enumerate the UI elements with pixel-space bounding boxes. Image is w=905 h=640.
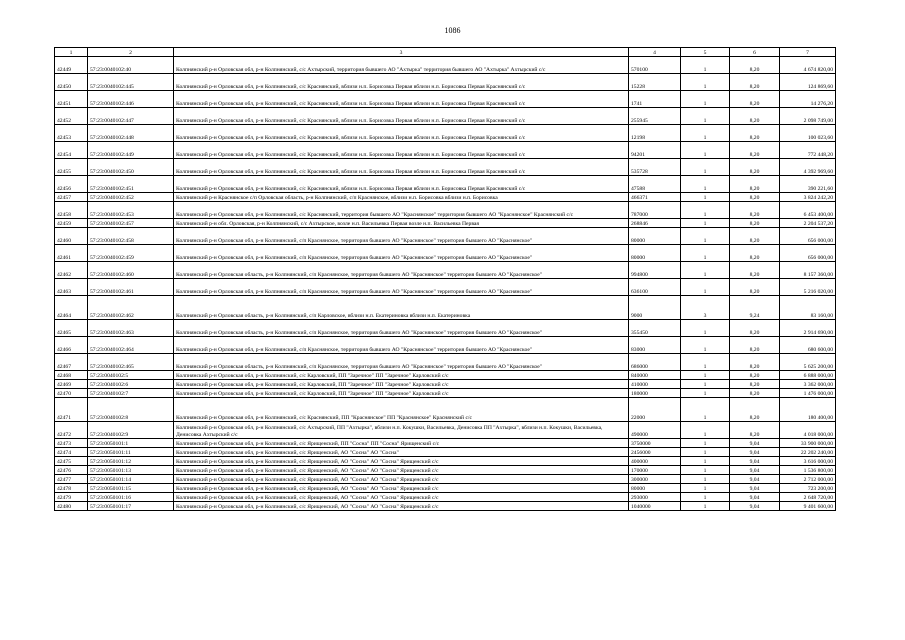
area-value: 300000 bbox=[629, 475, 681, 484]
row-number: 42473 bbox=[55, 439, 88, 448]
rate-value: 8,20 bbox=[730, 74, 780, 91]
cadastral-number: 57:23:0040102:9 bbox=[88, 422, 174, 439]
cost-value: 100 023,60 bbox=[780, 125, 836, 142]
category-value: 1 bbox=[681, 142, 730, 159]
cost-value: 4 674 820,00 bbox=[780, 57, 836, 74]
table-row bbox=[55, 262, 836, 279]
category-value: 1 bbox=[681, 466, 730, 475]
area-value: 490000 bbox=[629, 422, 681, 439]
cost-value: 1 476 000,00 bbox=[780, 389, 836, 398]
location-description: Колпнянский р-н Орловская обл, р-н Колпнянский, с/с Ахтырский, ПП "Ахтырка", вблизи н.п. Кокушки, Васильевка, Денисовка ПП "Ахтырка", вблизи н.п. Кокушки, Васильевка, Денисовка Ахтырский с/с bbox=[174, 422, 629, 439]
table-row bbox=[55, 380, 836, 389]
category-value: 1 bbox=[681, 457, 730, 466]
table-row bbox=[55, 159, 836, 176]
row-number: 42467 bbox=[55, 354, 88, 371]
category-value: 1 bbox=[681, 502, 730, 511]
category-value: 1 bbox=[681, 279, 730, 296]
cadastral-number: 57:23:0040102:459 bbox=[88, 245, 174, 262]
rate-value: 8,20 bbox=[730, 219, 780, 228]
area-value: 180000 bbox=[629, 389, 681, 398]
row-number: 42466 bbox=[55, 337, 88, 354]
category-value: 1 bbox=[681, 439, 730, 448]
location-description: Колпнянский р-н Орловская обл, р-н Колпнянский, с/с Краснянский, вблизи н.п. Борисовка Первая вблизи н.п. Борисовка Первая Краснянский с/с bbox=[174, 108, 629, 125]
category-value: 1 bbox=[681, 245, 730, 262]
area-value: 255945 bbox=[629, 108, 681, 125]
location-description: Колпнянский р-н Орловская обл, р-н Колпнянский, с/с Краснянский, ПП "Краснянское" ПП "Краснянское" Краснянский с/с bbox=[174, 398, 629, 422]
location-description: Колпнянский р-н Орловская область, р-н Колпнянский, с/п Краснянское, территория бывшего АО "Краснянское" территория бывшего АО "Краснянское" bbox=[174, 262, 629, 279]
category-value: 1 bbox=[681, 371, 730, 380]
location-description: Колпнянский р-н Орловская обл, р-н Колпнянский, с/с Ярищенский, АО "Сосна" АО "Сосна" Ярищенский с/с bbox=[174, 493, 629, 502]
category-value: 1 bbox=[681, 493, 730, 502]
table-row bbox=[55, 448, 836, 457]
rate-value: 8,20 bbox=[730, 398, 780, 422]
cadastral-number: 57:23:0040102:453 bbox=[88, 202, 174, 219]
location-description: Колпнянский р-н Орловская обл, р-н Колпнянский, с/п Краснянское, территория бывшего АО "Краснянское" территория бывшего АО "Краснянское" bbox=[174, 337, 629, 354]
location-description: Колпнянский р-н Краснянское с/п Орловская область, р-н Колпнянский, с/п Краснянское, вблизи н.п. Борисовка вблизи н.п. Борисовка bbox=[174, 193, 629, 202]
table-row bbox=[55, 296, 836, 320]
table-row bbox=[55, 74, 836, 91]
row-number: 42459 bbox=[55, 219, 88, 228]
cadastral-number: 57:23:0040102:445 bbox=[88, 74, 174, 91]
cost-value: 656 000,00 bbox=[780, 228, 836, 245]
cost-value: 3 362 000,00 bbox=[780, 380, 836, 389]
category-value: 1 bbox=[681, 448, 730, 457]
rate-value: 8,20 bbox=[730, 262, 780, 279]
cost-value: 6 453 400,00 bbox=[780, 202, 836, 219]
column-header: 7 bbox=[780, 48, 836, 57]
area-value: 570100 bbox=[629, 57, 681, 74]
location-description: Колпнянский р-н Орловская обл, р-н Колпнянский, с/с Ярищенский, ПП "Сосна" ПП "Сосна" Ярищенский с/с bbox=[174, 439, 629, 448]
row-number: 42470 bbox=[55, 389, 88, 398]
rate-value: 8,20 bbox=[730, 245, 780, 262]
cadastral-number: 57:23:0050101:15 bbox=[88, 484, 174, 493]
area-value: 9000 bbox=[629, 296, 681, 320]
row-number: 42468 bbox=[55, 371, 88, 380]
cadastral-number: 57:23:0040102:448 bbox=[88, 125, 174, 142]
row-number: 42454 bbox=[55, 142, 88, 159]
table-row bbox=[55, 389, 836, 398]
area-value: 1741 bbox=[629, 91, 681, 108]
location-description: Колпнянский р-н Орловская обл, р-н Колпнянский, с/с Ярищенский, АО "Сосна" АО "Сосна" Ярищенский с/с bbox=[174, 502, 629, 511]
cadastral-number: 57:23:0040102:7 bbox=[88, 389, 174, 398]
table-row bbox=[55, 484, 836, 493]
cost-value: 680 600,00 bbox=[780, 337, 836, 354]
cadastral-number: 57:23:0040102:463 bbox=[88, 320, 174, 337]
cost-value: 772 448,20 bbox=[780, 142, 836, 159]
rate-value: 8,20 bbox=[730, 57, 780, 74]
category-value: 1 bbox=[681, 193, 730, 202]
table-row bbox=[55, 457, 836, 466]
cadastral-number: 57:23:0040102:460 bbox=[88, 262, 174, 279]
cost-value: 180 400,00 bbox=[780, 398, 836, 422]
rate-value: 9,04 bbox=[730, 493, 780, 502]
category-value: 1 bbox=[681, 74, 730, 91]
row-number: 42453 bbox=[55, 125, 88, 142]
column-header: 2 bbox=[88, 48, 174, 57]
table-row bbox=[55, 91, 836, 108]
cadastral-number: 57:23:0040102:465 bbox=[88, 354, 174, 371]
table-row bbox=[55, 176, 836, 193]
rate-value: 9,04 bbox=[730, 484, 780, 493]
table-body bbox=[55, 57, 836, 511]
column-header: 5 bbox=[681, 48, 730, 57]
category-value: 1 bbox=[681, 354, 730, 371]
area-value: 840000 bbox=[629, 371, 681, 380]
cadastral-number: 57:23:0050101:17 bbox=[88, 502, 174, 511]
cost-value: 2 648 720,00 bbox=[780, 493, 836, 502]
area-value: 80000 bbox=[629, 484, 681, 493]
row-number: 42450 bbox=[55, 74, 88, 91]
cost-value: 390 221,60 bbox=[780, 176, 836, 193]
rate-value: 8,20 bbox=[730, 320, 780, 337]
column-header: 4 bbox=[629, 48, 681, 57]
area-value: 994800 bbox=[629, 262, 681, 279]
location-description: Колпнянский р-н Орловская обл, р-н Колпнянский, с/п Краснянское, территория бывшего АО "Краснянское" территория бывшего АО "Краснянское" bbox=[174, 228, 629, 245]
location-description: Колпнянский р-н Орловская обл, р-н Колпнянский, с/с Краснянский, вблизи н.п. Борисовка Первая вблизи н.п. Борисовка Первая Краснянский с/с bbox=[174, 159, 629, 176]
category-value: 1 bbox=[681, 57, 730, 74]
category-value: 1 bbox=[681, 262, 730, 279]
table-row bbox=[55, 502, 836, 511]
location-description: Колпнянский р-н Орловская обл, р-н Колпнянский, с/с Ярищенский, АО "Сосна" АО "Сосна" bbox=[174, 448, 629, 457]
location-description: Колпнянский р-н Орловская обл, р-н Колпнянский, с/с Ярищенский, АО "Сосна" АО "Сосна" Ярищенский с/с bbox=[174, 475, 629, 484]
location-description: Колпнянский р-н Орловская обл, р-н Колпнянский, с/с Карловский, ПП "Заречное" ПП "Заречное" Карловский с/с bbox=[174, 389, 629, 398]
land-parcel-table bbox=[54, 47, 836, 511]
row-number: 42465 bbox=[55, 320, 88, 337]
table-row bbox=[55, 245, 836, 262]
cadastral-number: 57:23:0040102:449 bbox=[88, 142, 174, 159]
cost-value: 2 098 749,00 bbox=[780, 108, 836, 125]
location-description: Колпнянский р-н Орловская обл, р-н Колпнянский, с/с Краснянский, вблизи н.п. Борисовка Первая вблизи н.п. Борисовка Первая Краснянский с/с bbox=[174, 142, 629, 159]
cost-value: 8 157 360,00 bbox=[780, 262, 836, 279]
cadastral-number: 57:23:0050101:14 bbox=[88, 475, 174, 484]
table-row bbox=[55, 371, 836, 380]
rate-value: 8,20 bbox=[730, 91, 780, 108]
rate-value: 9,04 bbox=[730, 448, 780, 457]
category-value: 1 bbox=[681, 422, 730, 439]
cost-value: 83 160,00 bbox=[780, 296, 836, 320]
category-value: 3 bbox=[681, 296, 730, 320]
page-number: 1086 bbox=[444, 26, 461, 35]
category-value: 1 bbox=[681, 389, 730, 398]
area-value: 268846 bbox=[629, 219, 681, 228]
cost-value: 6 888 000,00 bbox=[780, 371, 836, 380]
area-value: 293000 bbox=[629, 493, 681, 502]
category-value: 1 bbox=[681, 484, 730, 493]
table-row bbox=[55, 142, 836, 159]
cadastral-number: 57:23:0040102:451 bbox=[88, 176, 174, 193]
area-value: 12198 bbox=[629, 125, 681, 142]
table-row bbox=[55, 439, 836, 448]
area-value: 1040000 bbox=[629, 502, 681, 511]
row-number: 42458 bbox=[55, 202, 88, 219]
area-value: 2456000 bbox=[629, 448, 681, 457]
cost-value: 723 200,00 bbox=[780, 484, 836, 493]
location-description: Колпнянский р-н Орловская обл, р-н Колпнянский, с/с Краснянский, территория бывшего АО "Краснянское" территория бывшего АО "Краснянское" Краснянский с/с bbox=[174, 202, 629, 219]
category-value: 1 bbox=[681, 337, 730, 354]
cost-value: 3 824 242,20 bbox=[780, 193, 836, 202]
row-number: 42477 bbox=[55, 475, 88, 484]
category-value: 1 bbox=[681, 219, 730, 228]
cost-value: 4 018 000,00 bbox=[780, 422, 836, 439]
area-value: 83000 bbox=[629, 337, 681, 354]
cost-value: 4 392 969,60 bbox=[780, 159, 836, 176]
cadastral-number: 57:23:0040102:457 bbox=[88, 219, 174, 228]
rate-value: 8,20 bbox=[730, 279, 780, 296]
location-description: Колпнянский р-н Орловская обл, р-н Колпнянский, с/с Краснянский, вблизи н.п. Борисовка Первая вблизи н.п. Борисовка Первая Краснянский с/с bbox=[174, 91, 629, 108]
cost-value: 2 712 000,00 bbox=[780, 475, 836, 484]
area-value: 686000 bbox=[629, 354, 681, 371]
table-row bbox=[55, 475, 836, 484]
location-description: Колпнянский р-н Орловская область, р-н Колпнянский, с/п Краснянское, территория бывшего АО "Краснянское" территория бывшего АО "Краснянское" bbox=[174, 354, 629, 371]
area-value: 410000 bbox=[629, 380, 681, 389]
cost-value: 656 000,00 bbox=[780, 245, 836, 262]
category-value: 1 bbox=[681, 91, 730, 108]
location-description: Колпнянский р-н Орловская обл, р-н Колпнянский, с/с Ахтырский, территория бывшего АО "Ахтырка" территория бывшего АО "Ахтырка" Ахтырский с/с bbox=[174, 57, 629, 74]
table-row bbox=[55, 219, 836, 228]
row-number: 42452 bbox=[55, 108, 88, 125]
cost-value: 22 202 240,00 bbox=[780, 448, 836, 457]
cadastral-number: 57:23:0040102:458 bbox=[88, 228, 174, 245]
location-description: Колпнянский р-н Орловская обл, р-н Колпнянский, с/с Ярищенский, АО "Сосна" АО "Сосна" Ярищенский с/с bbox=[174, 466, 629, 475]
location-description: Колпнянский р-н Орловская область, р-н Колпнянский, с/п Карловское, вблизи н.п. Екатериновка вблизи н.п. Екатериновка bbox=[174, 296, 629, 320]
rate-value: 9,24 bbox=[730, 296, 780, 320]
rate-value: 9,04 bbox=[730, 439, 780, 448]
row-number: 42463 bbox=[55, 279, 88, 296]
cost-value: 124 869,60 bbox=[780, 74, 836, 91]
area-value: 94201 bbox=[629, 142, 681, 159]
cadastral-number: 57:23:0040102:446 bbox=[88, 91, 174, 108]
cadastral-number: 57:23:0050101:13 bbox=[88, 466, 174, 475]
category-value: 1 bbox=[681, 108, 730, 125]
table-row bbox=[55, 337, 836, 354]
category-value: 1 bbox=[681, 176, 730, 193]
table-row bbox=[55, 57, 836, 74]
area-value: 80000 bbox=[629, 245, 681, 262]
location-description: Колпнянский р-н Орловская обл, р-н Колпнянский, с/с Краснянский, вблизи н.п. Борисовка Первая вблизи н.п. Борисовка Первая Краснянский с/с bbox=[174, 74, 629, 91]
rate-value: 8,20 bbox=[730, 193, 780, 202]
rate-value: 8,20 bbox=[730, 125, 780, 142]
row-number: 42479 bbox=[55, 493, 88, 502]
table-row bbox=[55, 466, 836, 475]
cadastral-number: 57:23:0040102:6 bbox=[88, 380, 174, 389]
rate-value: 9,04 bbox=[730, 466, 780, 475]
table-row bbox=[55, 228, 836, 245]
location-description: Колпнянский р-н Орловская область, р-н Колпнянский, с/п Краснянское, территория бывшего АО "Краснянское" территория бывшего АО "Краснянское" bbox=[174, 320, 629, 337]
rate-value: 8,20 bbox=[730, 108, 780, 125]
row-number: 42456 bbox=[55, 176, 88, 193]
area-value: 636100 bbox=[629, 279, 681, 296]
area-value: 170000 bbox=[629, 466, 681, 475]
rate-value: 8,20 bbox=[730, 371, 780, 380]
location-description: Колпнянский р-н Орловская обл, р-н Колпнянский, с/с Карловский, ПП "Заречное" ПП "Заречное" Карловский с/с bbox=[174, 371, 629, 380]
row-number: 42449 bbox=[55, 57, 88, 74]
cost-value: 14 276,20 bbox=[780, 91, 836, 108]
row-number: 42455 bbox=[55, 159, 88, 176]
location-description: Колпнянский р-н Орловская обл, р-н Колпнянский, с/п Краснянское, территория бывшего АО "Краснянское" территория бывшего АО "Краснянское" bbox=[174, 245, 629, 262]
table-row bbox=[55, 279, 836, 296]
table-row bbox=[55, 108, 836, 125]
row-number: 42457 bbox=[55, 193, 88, 202]
category-value: 1 bbox=[681, 320, 730, 337]
location-description: Колпнянский р-н Орловская обл, р-н Колпнянский, с/с Краснянский, вблизи н.п. Борисовка Первая вблизи н.п. Борисовка Первая Краснянский с/с bbox=[174, 125, 629, 142]
table-row bbox=[55, 125, 836, 142]
rate-value: 8,20 bbox=[730, 422, 780, 439]
category-value: 1 bbox=[681, 202, 730, 219]
location-description: Колпнянский р-н обл. Орловская, р-н Колпнянский, с/с Ахтырское, возле н.п. Васильевка Первая возле н.п. Васильевка Первая bbox=[174, 219, 629, 228]
category-value: 1 bbox=[681, 398, 730, 422]
location-description: Колпнянский р-н Орловская обл, р-н Колпнянский, с/п Краснянское, территория бывшего АО "Краснянское" территория бывшего АО "Краснянское" bbox=[174, 279, 629, 296]
cost-value: 3 616 000,00 bbox=[780, 457, 836, 466]
cost-value: 2 204 537,20 bbox=[780, 219, 836, 228]
row-number: 42480 bbox=[55, 502, 88, 511]
cadastral-number: 57:23:0040102:461 bbox=[88, 279, 174, 296]
area-value: 787000 bbox=[629, 202, 681, 219]
cadastral-number: 57:23:0040102:8 bbox=[88, 398, 174, 422]
area-value: 535728 bbox=[629, 159, 681, 176]
column-header: 3 bbox=[174, 48, 629, 57]
location-description: Колпнянский р-н Орловская обл, р-н Колпнянский, с/с Ярищенский, АО "Сосна" АО "Сосна" Ярищенский с/с bbox=[174, 457, 629, 466]
area-value: 15228 bbox=[629, 74, 681, 91]
location-description: Колпнянский р-н Орловская обл, р-н Колпнянский, с/с Карловский, ПП "Заречное" ПП "Заречное" Карловский с/с bbox=[174, 380, 629, 389]
row-number: 42471 bbox=[55, 398, 88, 422]
column-header: 6 bbox=[730, 48, 780, 57]
row-number: 42478 bbox=[55, 484, 88, 493]
row-number: 42460 bbox=[55, 228, 88, 245]
rate-value: 9,04 bbox=[730, 502, 780, 511]
category-value: 1 bbox=[681, 125, 730, 142]
category-value: 1 bbox=[681, 475, 730, 484]
row-number: 42469 bbox=[55, 380, 88, 389]
table-row bbox=[55, 320, 836, 337]
location-description: Колпнянский р-н Орловская обл, р-н Колпнянский, с/с Краснянский, вблизи н.п. Борисовка Первая вблизи н.п. Борисовка Первая Краснянский с/с bbox=[174, 176, 629, 193]
category-value: 1 bbox=[681, 228, 730, 245]
area-value: 3750000 bbox=[629, 439, 681, 448]
table-row bbox=[55, 202, 836, 219]
area-value: 355450 bbox=[629, 320, 681, 337]
category-value: 1 bbox=[681, 380, 730, 389]
cadastral-number: 57:23:0040102:40 bbox=[88, 57, 174, 74]
area-value: 400000 bbox=[629, 457, 681, 466]
row-number: 42451 bbox=[55, 91, 88, 108]
rate-value: 8,20 bbox=[730, 337, 780, 354]
rate-value: 8,20 bbox=[730, 176, 780, 193]
rate-value: 8,20 bbox=[730, 389, 780, 398]
cost-value: 5 625 200,00 bbox=[780, 354, 836, 371]
row-number: 42475 bbox=[55, 457, 88, 466]
area-value: 466371 bbox=[629, 193, 681, 202]
rate-value: 8,20 bbox=[730, 142, 780, 159]
row-number: 42476 bbox=[55, 466, 88, 475]
rate-value: 8,20 bbox=[730, 380, 780, 389]
cost-value: 33 900 000,00 bbox=[780, 439, 836, 448]
cadastral-number: 57:23:0040102:447 bbox=[88, 108, 174, 125]
cost-value: 2 914 690,00 bbox=[780, 320, 836, 337]
table-row bbox=[55, 398, 836, 422]
cadastral-number: 57:23:0040102:5 bbox=[88, 371, 174, 380]
row-number: 42474 bbox=[55, 448, 88, 457]
area-value: 22000 bbox=[629, 398, 681, 422]
area-value: 80000 bbox=[629, 228, 681, 245]
cadastral-number: 57:23:0040102:462 bbox=[88, 296, 174, 320]
cost-value: 5 216 020,00 bbox=[780, 279, 836, 296]
row-number: 42461 bbox=[55, 245, 88, 262]
rate-value: 9,04 bbox=[730, 457, 780, 466]
cadastral-number: 57:23:0050101:16 bbox=[88, 493, 174, 502]
cadastral-number: 57:23:0040102:452 bbox=[88, 193, 174, 202]
table-row bbox=[55, 193, 836, 202]
rate-value: 8,20 bbox=[730, 354, 780, 371]
rate-value: 8,20 bbox=[730, 202, 780, 219]
cadastral-number: 57:23:0040102:450 bbox=[88, 159, 174, 176]
cadastral-number: 57:23:0050101:1 bbox=[88, 439, 174, 448]
location-description: Колпнянский р-н Орловская обл, р-н Колпнянский, с/с Ярищенский, АО "Сосна" АО "Сосна" Ярищенский с/с bbox=[174, 484, 629, 493]
header-row bbox=[55, 48, 836, 57]
table-row bbox=[55, 422, 836, 439]
cadastral-number: 57:23:0050101:12 bbox=[88, 457, 174, 466]
table-row bbox=[55, 493, 836, 502]
cadastral-number: 57:23:0050101:11 bbox=[88, 448, 174, 457]
rate-value: 9,04 bbox=[730, 475, 780, 484]
category-value: 1 bbox=[681, 159, 730, 176]
row-number: 42464 bbox=[55, 296, 88, 320]
cost-value: 1 536 800,00 bbox=[780, 466, 836, 475]
rate-value: 8,20 bbox=[730, 159, 780, 176]
column-header: 1 bbox=[55, 48, 88, 57]
area-value: 47588 bbox=[629, 176, 681, 193]
row-number: 42462 bbox=[55, 262, 88, 279]
row-number: 42472 bbox=[55, 422, 88, 439]
cadastral-number: 57:23:0040102:464 bbox=[88, 337, 174, 354]
cost-value: 9 401 600,00 bbox=[780, 502, 836, 511]
table-row bbox=[55, 354, 836, 371]
rate-value: 8,20 bbox=[730, 228, 780, 245]
